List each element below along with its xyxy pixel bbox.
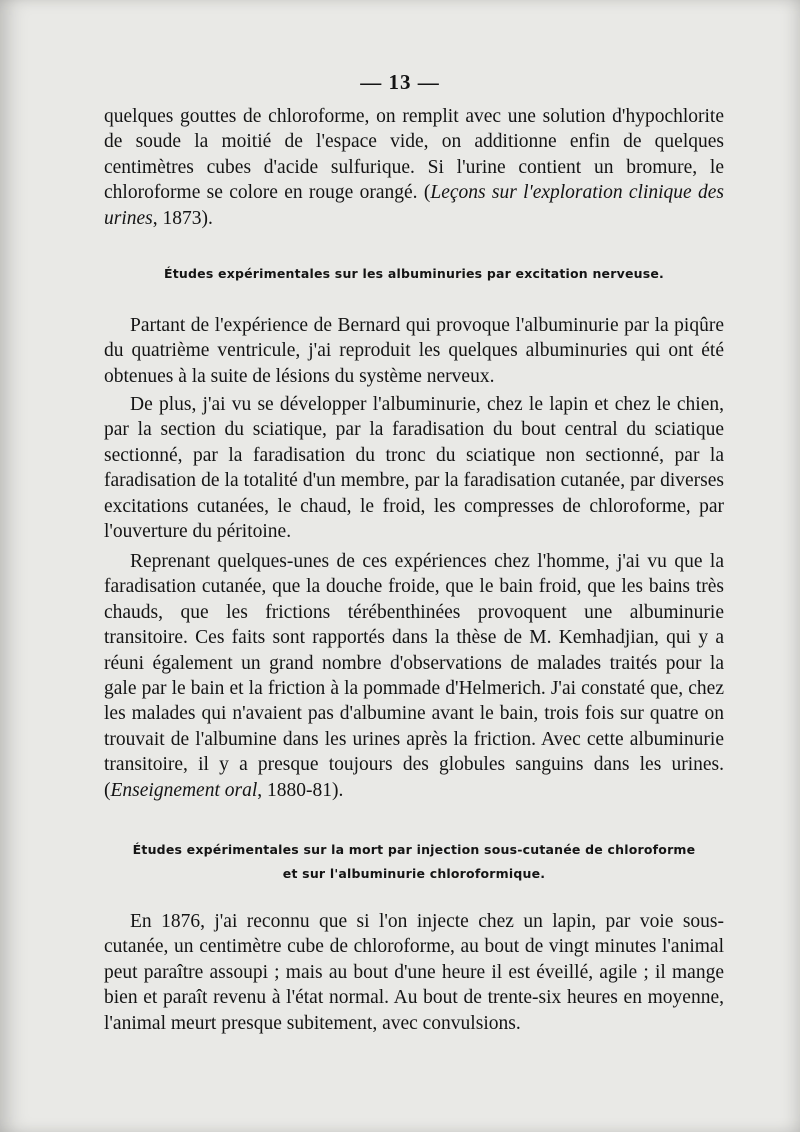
intro-citation-end: , 1873). [152, 207, 213, 229]
paragraph-1876: En 1876, j'ai reconnu que si l'on injecte chez un lapin, par voie sous-cutanée, un centimètre cube de chloroforme, au bout de vingt minutes l'animal peut paraître assoupi ; mais au bout d'une heure il est éveillé, agile ; il mange bien et paraît revenu à l'état normal. Au bout de trente-six heures en moyenne, l'animal meurt presque subitement, avec convulsions. [104, 911, 724, 1034]
section-heading-chloroforme [104, 838, 724, 886]
section-heading-chloroforme-line1: Études expérimentales sur la mort par injection sous-cutanée de chloroforme [132, 842, 696, 857]
intro-paragraph [104, 104, 724, 231]
paragraph-reprenant [104, 549, 724, 803]
paragraph-sciatique: De plus, j'ai vu se développer l'albuminurie, chez le lapin et chez le chien, par la section du sciatique, par la faradisation du bout central du sciatique sectionné, par la faradisation du tronc du sciatique non sectionné, par la faradisation de la totalité d'un membre, par la faradisation cutanée, par diverses excitations cutanées, le chaud, le froid, les compresses de chloroforme, par l'ouverture du péritoine. [104, 394, 724, 543]
page-number: — 13 — [360, 70, 440, 94]
section-heading-albuminuries: Études expérimentales sur les albuminuries par excitation nerveuse. [164, 266, 664, 281]
paragraph-bernard: Partant de l'expérience de Bernard qui provoque l'albuminurie par la piqûre du quatrième ventricule, j'ai reproduit les quelques albuminuries qui ont été obtenues à la suite de lésions du système nerveux. [104, 315, 724, 387]
intro-citation: Leçons sur l'exploration clinique des urines [104, 182, 724, 229]
section-heading-chloroforme-line2: et sur l'albuminurie chloroformique. [282, 866, 546, 881]
reprenant-citation: Enseignement oral [110, 779, 258, 801]
reprenant-citation-end: , 1880-81). [257, 779, 344, 801]
reprenant-text: Reprenant quelques-unes de ces expériences chez l'homme, j'ai vu que la faradisation cutanée, que la douche froide, que le bain froid, que les bains très chauds, que les frictions térébenthinées provoquent une albuminurie transitoire. Ces faits sont rapportés dans la thèse de M. Kemhadjian, qui y a réuni également un grand nombre d'observations de malades traités pour la gale par le bain et la friction à la pommade d'Helmerich. J'ai constaté que, chez les malades qui n'avaient pas d'albumine avant le bain, trois fois sur quatre on trouvait de l'albumine dans les urines après la friction. Avec cette albuminurie transitoire, il y a presque toujours des globules sanguins dans les urines. ( [104, 551, 724, 801]
intro-text: quelques gouttes de chloroforme, on remplit avec une solution d'hypochlorite de soude la moitié de l'espace vide, on additionne enfin de quelques centimètres cubes d'acide sulfurique. Si l'urine contient un bromure, le chloroforme se colore en rouge orangé. ( [104, 106, 724, 204]
